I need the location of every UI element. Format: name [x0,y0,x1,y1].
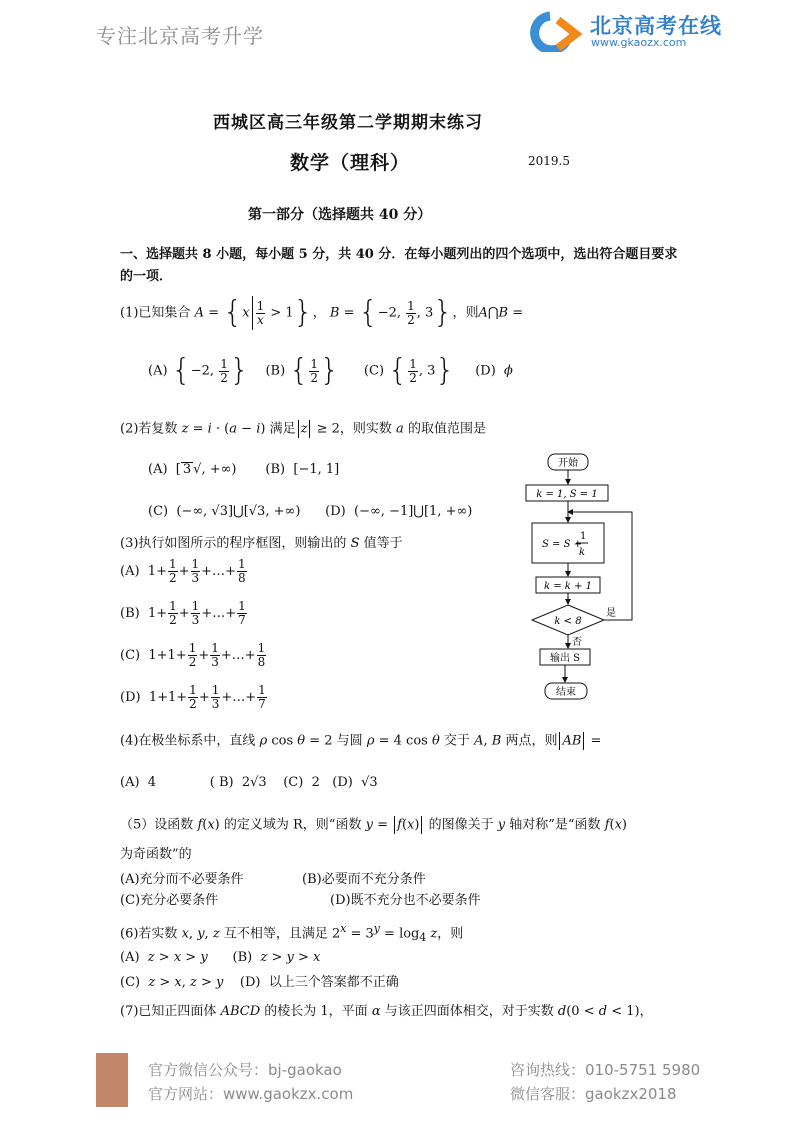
question-4-options: (A) 4 ( B) 2√3 (C) 2 (D) √3 [120,775,378,790]
program-flowchart [520,450,670,710]
footer-website: 官方网站：www.gaokzx.com [148,1085,354,1103]
flow-end-label: 结束 [556,687,576,698]
question-5-option-d: (D)既不充分也不必要条件 [330,893,481,908]
logo-url: www.gkaozx.com [591,36,687,49]
flow-output-label: 输出 S [549,653,581,664]
footer-hotline: 咨询热线：010-5751 5980 [510,1061,701,1079]
part-heading: 第一部分（选择题共 40 分） [248,207,432,223]
question-5-option-a: (A)充分而不必要条件 [120,872,244,887]
footer-wechat: 官方微信公众号：bj-gaokao [148,1061,342,1079]
question-5-line-2: 为奇函数”的 [120,847,192,862]
question-3-option-c: (C) 1+1+ $\frac{1}{2}$ + $\frac{1}{3}$ +…+ $\frac{1}{8}$ [120,641,266,669]
flow-init-label: k = 1, S = 1 [536,489,598,500]
logo-name: 北京高考在线 [590,14,722,38]
exam-date: 2019.5 [528,154,570,168]
flow-no-label: 否 [572,637,582,648]
section-instruction: 一、选择题共 8 小题，每小题 5 分，共 40 分．在每小题列出的四个选项中，选出符合题目要求的一项． [120,247,678,284]
question-2: (2)若复数 z = i · (a − i) 满足 z ≥ 2，则实数 a 的取值范围是 [120,421,486,437]
flow-start-label: 开始 [558,458,578,469]
question-2-options-cd: (C) (−∞, √3]⋃[√3, +∞) (D) (−∞, −1]⋃[1, +∞) [148,504,473,519]
question-6: (6)若实数 x, y, z 互不相等，且满足 $2^x = 3^y = \log_4 z$，则 [120,922,464,944]
question-2-options-ab: (A) [ 3 √, +∞) (B) [−1, 1] [148,462,340,477]
flow-yes-label: 是 [606,608,616,619]
flow-update-label: k = k + 1 [544,581,592,592]
question-3: (3)执行如图所示的程序框图，则输出的 S 值等于 [120,536,403,551]
footer-accent-bar [96,1053,128,1107]
question-7: (7)已知正四面体 ABCD 的棱长为 1，平面 α 与该正四面体相交，对于实数 d(0 < d < 1)， [120,1004,653,1019]
question-3-option-a: (A) 1+ $\frac{1}{2}$ + $\frac{1}{3}$ +…+ $\frac{1}{8}$ [120,557,246,585]
footer-service: 微信客服：gaokzx2018 [510,1085,677,1103]
header-slogan: 专注北京高考升学 [96,24,264,48]
flow-condition-label: k < 8 [554,616,582,627]
flow-sum-num: 1 [580,531,587,542]
question-5: （5）设函数 f(x) 的定义域为 R，则“函数 y = f(x) 的图像关于 y 轴对称”是“函数 f(x) [120,817,627,833]
question-6-options-ab: (A) z > x > y (B) z > y > x [120,950,321,965]
question-4: (4)在极坐标系中，直线 ρ cos θ = 2 与圆 ρ = 4 cos θ 交于 A, B 两点，则 AB = [120,733,602,749]
question-5-option-c: (C)充分必要条件 [120,893,219,908]
exam-subject: 数学（理科） [290,152,411,174]
exam-title: 西城区高三年级第二学期期末练习 [213,113,483,133]
question-1: (1)已知集合 A = {x $\frac{1}{x}$ > 1}， B = {−2, $\frac{1}{2}$ , 3}，则A⋂B = [120,295,524,330]
question-1-options: (A) {−2, $\frac{1}{2}$ } (B) { $\frac{1}{2}$ } (C) { $\frac{1}{2}$ , 3} (D) ϕ [148,353,513,388]
question-5-option-b: (B)必要而不充分条件 [302,872,426,887]
flow-sum-den: k [579,547,586,558]
question-6-options-cd: (C) z > x, z > y (D) 以上三个答案都不正确 [120,975,399,990]
flow-sum-label: S = S + [542,539,582,550]
question-3-option-d: (D) 1+1+ $\frac{1}{2}$ + $\frac{1}{3}$ +…+ $\frac{1}{7}$ [120,683,266,711]
question-3-option-b: (B) 1+ $\frac{1}{2}$ + $\frac{1}{3}$ +…+ $\frac{1}{7}$ [120,599,246,627]
